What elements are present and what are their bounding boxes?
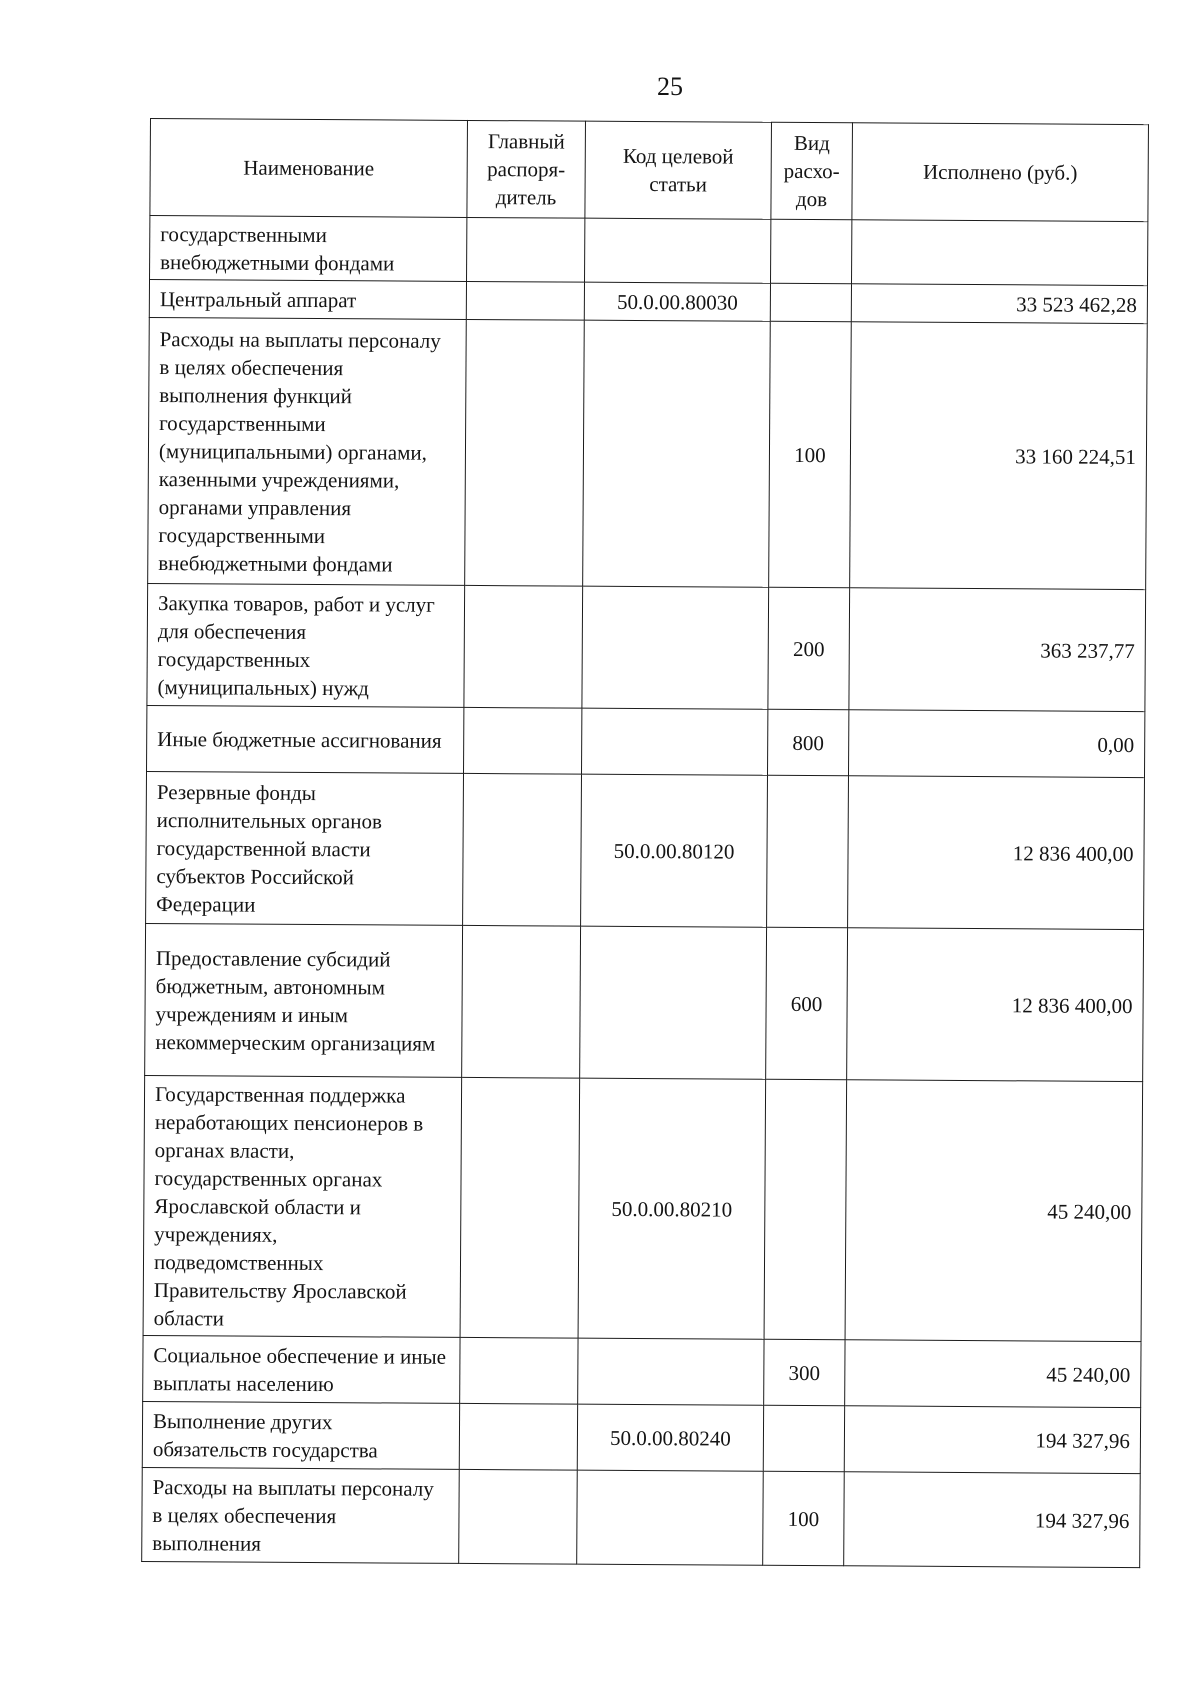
- table-row: [146, 771, 1145, 929]
- table-header-row: [150, 119, 1149, 222]
- row-amount: 33 523 462,28: [851, 284, 1147, 324]
- table-row: [150, 216, 1148, 286]
- header-executed-amount: Исполнено (руб.): [852, 123, 1149, 222]
- row-code: 50.0.00.80030: [584, 282, 770, 321]
- header-name: Наименование: [150, 119, 468, 218]
- table-row: [142, 1467, 1141, 1567]
- row-code: 50.0.00.80210: [578, 1078, 766, 1339]
- row-code: [580, 926, 767, 1079]
- row-chief: [463, 773, 582, 926]
- row-amount: 45 240,00: [845, 1080, 1143, 1342]
- row-amount: [852, 220, 1148, 286]
- row-kind: 100: [763, 1471, 845, 1565]
- row-name: Расходы на выплаты персоналу в целях обеспечения выполнения функций государственными (муниципальными) органами, казенными учреждениями, органами управления государственными внебюджетными фондами: [148, 317, 467, 585]
- row-code: [583, 320, 771, 587]
- row-chief: [465, 319, 585, 586]
- table-row: [143, 1075, 1143, 1341]
- row-amount: 45 240,00: [845, 1340, 1141, 1408]
- header-target-code: Код целевой статьи: [585, 121, 772, 219]
- row-code: [581, 708, 767, 775]
- header-chief-administrator: Главный распоря-дитель: [467, 120, 586, 218]
- row-amount: 363 237,77: [849, 588, 1146, 712]
- row-chief: [462, 925, 581, 1078]
- row-code: 50.0.00.80120: [581, 774, 768, 927]
- row-name: государственными внебюджетными фондами: [150, 216, 467, 282]
- row-kind: 600: [766, 927, 848, 1079]
- row-kind: [764, 1079, 847, 1339]
- row-name: Выполнение других обязательств государства: [142, 1401, 459, 1469]
- row-amount: 33 160 224,51: [850, 322, 1148, 590]
- row-name: Иные бюджетные ассигнования: [147, 705, 464, 773]
- table-row: [148, 317, 1148, 589]
- expenditure-table: [141, 118, 1149, 1568]
- row-name: Предоставление субсидий бюджетным, автономным учреждениям и иным некоммерческим организациям: [145, 923, 463, 1077]
- row-amount: 194 327,96: [844, 1472, 1141, 1568]
- row-code: [577, 1470, 764, 1565]
- row-chief: [467, 217, 585, 282]
- row-chief: [460, 1337, 578, 1404]
- header-expense-type: Вид расхо-дов: [771, 122, 853, 219]
- row-name: Социальное обеспечение и иные выплаты населению: [143, 1335, 460, 1403]
- row-name: Расходы на выплаты персоналу в целях обеспечения выполнения: [142, 1467, 460, 1563]
- table-row: [142, 1401, 1140, 1473]
- row-chief: [459, 1403, 577, 1470]
- row-kind: [770, 283, 851, 321]
- row-kind: [763, 1405, 844, 1471]
- row-chief: [460, 1077, 580, 1338]
- row-amount: 0,00: [848, 710, 1144, 778]
- row-amount: 12 836 400,00: [848, 776, 1145, 930]
- row-amount: 12 836 400,00: [847, 928, 1144, 1082]
- row-chief: [459, 1469, 578, 1564]
- table-row: [147, 705, 1145, 777]
- row-kind: [771, 219, 852, 283]
- row-kind: 300: [764, 1339, 845, 1405]
- row-chief: [464, 585, 583, 708]
- row-name: Резервные фонды исполнительных органов государственной власти субъектов Российской Федерации: [146, 771, 464, 925]
- row-chief: [464, 707, 582, 774]
- row-code: [578, 1338, 764, 1405]
- row-code: [585, 218, 771, 283]
- row-kind: 200: [768, 587, 850, 709]
- row-code: [582, 586, 769, 709]
- row-kind: 800: [767, 709, 848, 775]
- row-chief: [466, 281, 584, 320]
- row-name: Государственная поддержка неработающих пенсионеров в органах власти, государственных органах Ярославской области и учреждениях, подведомственных Правительству Ярославской области: [143, 1075, 462, 1337]
- page-number: 25: [657, 72, 683, 101]
- table-row: [145, 923, 1144, 1081]
- row-kind: [767, 775, 849, 927]
- row-name: Центральный аппарат: [149, 280, 466, 320]
- row-name: Закупка товаров, работ и услуг для обеспечения государственных (муниципальных) нужд: [147, 583, 465, 707]
- table-row: [149, 280, 1147, 324]
- table-row: [143, 1335, 1141, 1407]
- table-row: [147, 583, 1146, 711]
- row-kind: 100: [769, 321, 852, 587]
- row-amount: 194 327,96: [844, 1406, 1140, 1474]
- row-code: 50.0.00.80240: [577, 1404, 763, 1471]
